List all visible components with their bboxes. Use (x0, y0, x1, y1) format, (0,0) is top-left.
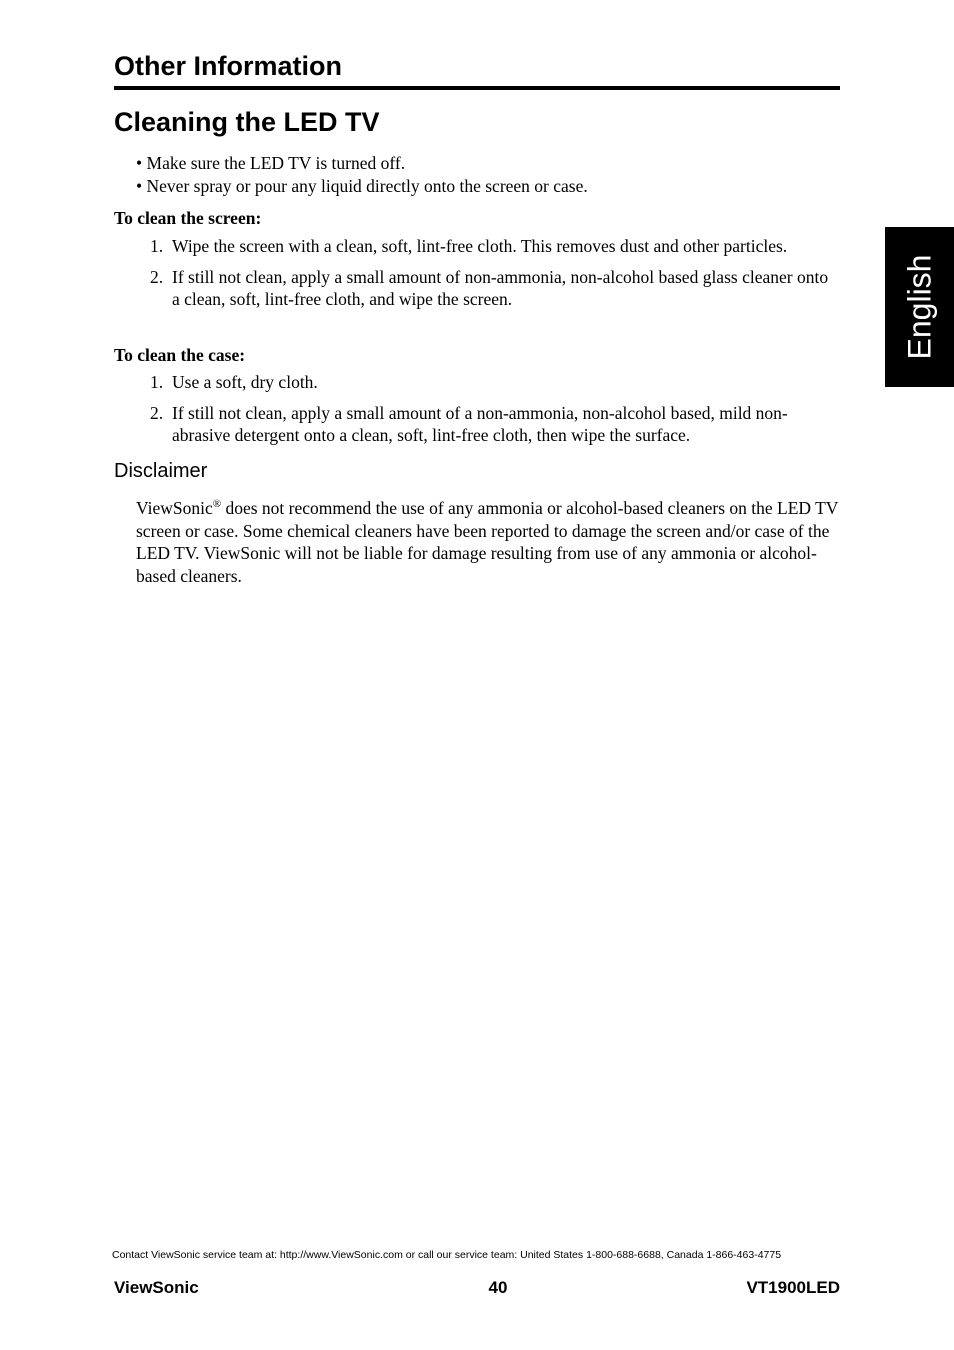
disclaimer-title: Disclaimer (114, 460, 208, 482)
disclaimer-body (136, 497, 840, 587)
step-number: 1. (150, 236, 164, 256)
list-item (150, 235, 830, 258)
language-tab-label: English (901, 254, 938, 360)
step-text: Use a soft, dry cloth. (172, 372, 318, 392)
case-cleaning-steps (150, 371, 830, 455)
precaution-list (136, 152, 588, 198)
screen-cleaning-heading: To clean the screen: (114, 208, 262, 228)
list-item: • Never spray or pour any liquid directly onto the screen or case. (136, 175, 588, 198)
section-header: Other Information (114, 51, 342, 81)
step-text: Wipe the screen with a clean, soft, lint-free cloth. This removes dust and other particles. (172, 236, 788, 256)
brand-name: ViewSonic (136, 498, 213, 518)
case-cleaning-heading: To clean the case: (114, 345, 246, 365)
list-item (150, 402, 830, 447)
header-rule (114, 86, 840, 90)
page-title: Cleaning the LED TV (114, 107, 380, 137)
step-text: If still not clean, apply a small amount of non-ammonia, non-alcohol based glass cleaner onto a clean, soft, lint-free cloth, and wipe the screen. (172, 266, 829, 309)
registered-mark: ® (212, 498, 222, 511)
list-item: • Make sure the LED TV is turned off. (136, 152, 588, 175)
footer-brand: ViewSonic (114, 1278, 199, 1297)
step-number: 1. (150, 372, 164, 392)
screen-cleaning-steps (150, 235, 830, 319)
list-item (150, 266, 830, 311)
footer-model: VT1900LED (746, 1278, 840, 1297)
footer-contact: Contact ViewSonic service team at: http://www.ViewSonic.com or call our service team: United States 1-800-688-6688, Canada 1-866-463-4775 (112, 1249, 782, 1261)
step-text: If still not clean, apply a small amount of a non-ammonia, non-alcohol based, mild non-abrasive detergent onto a clean, soft, lint-free cloth, then wipe the surface. (172, 402, 788, 445)
page-number: 40 (488, 1278, 508, 1297)
disclaimer-text: does not recommend the use of any ammonia or alcohol-based cleaners on the LED TV screen or case. Some chemical cleaners have been reported to damage the screen and/or case of the LED TV. ViewSonic will not be liable for damage resulting from use of any ammonia or alcohol-based cleaners. (136, 498, 839, 586)
step-number: 2. (150, 266, 164, 287)
language-tab (885, 227, 954, 387)
step-number: 2. (150, 402, 164, 423)
footer-bar (114, 1277, 840, 1299)
list-item (150, 371, 830, 394)
